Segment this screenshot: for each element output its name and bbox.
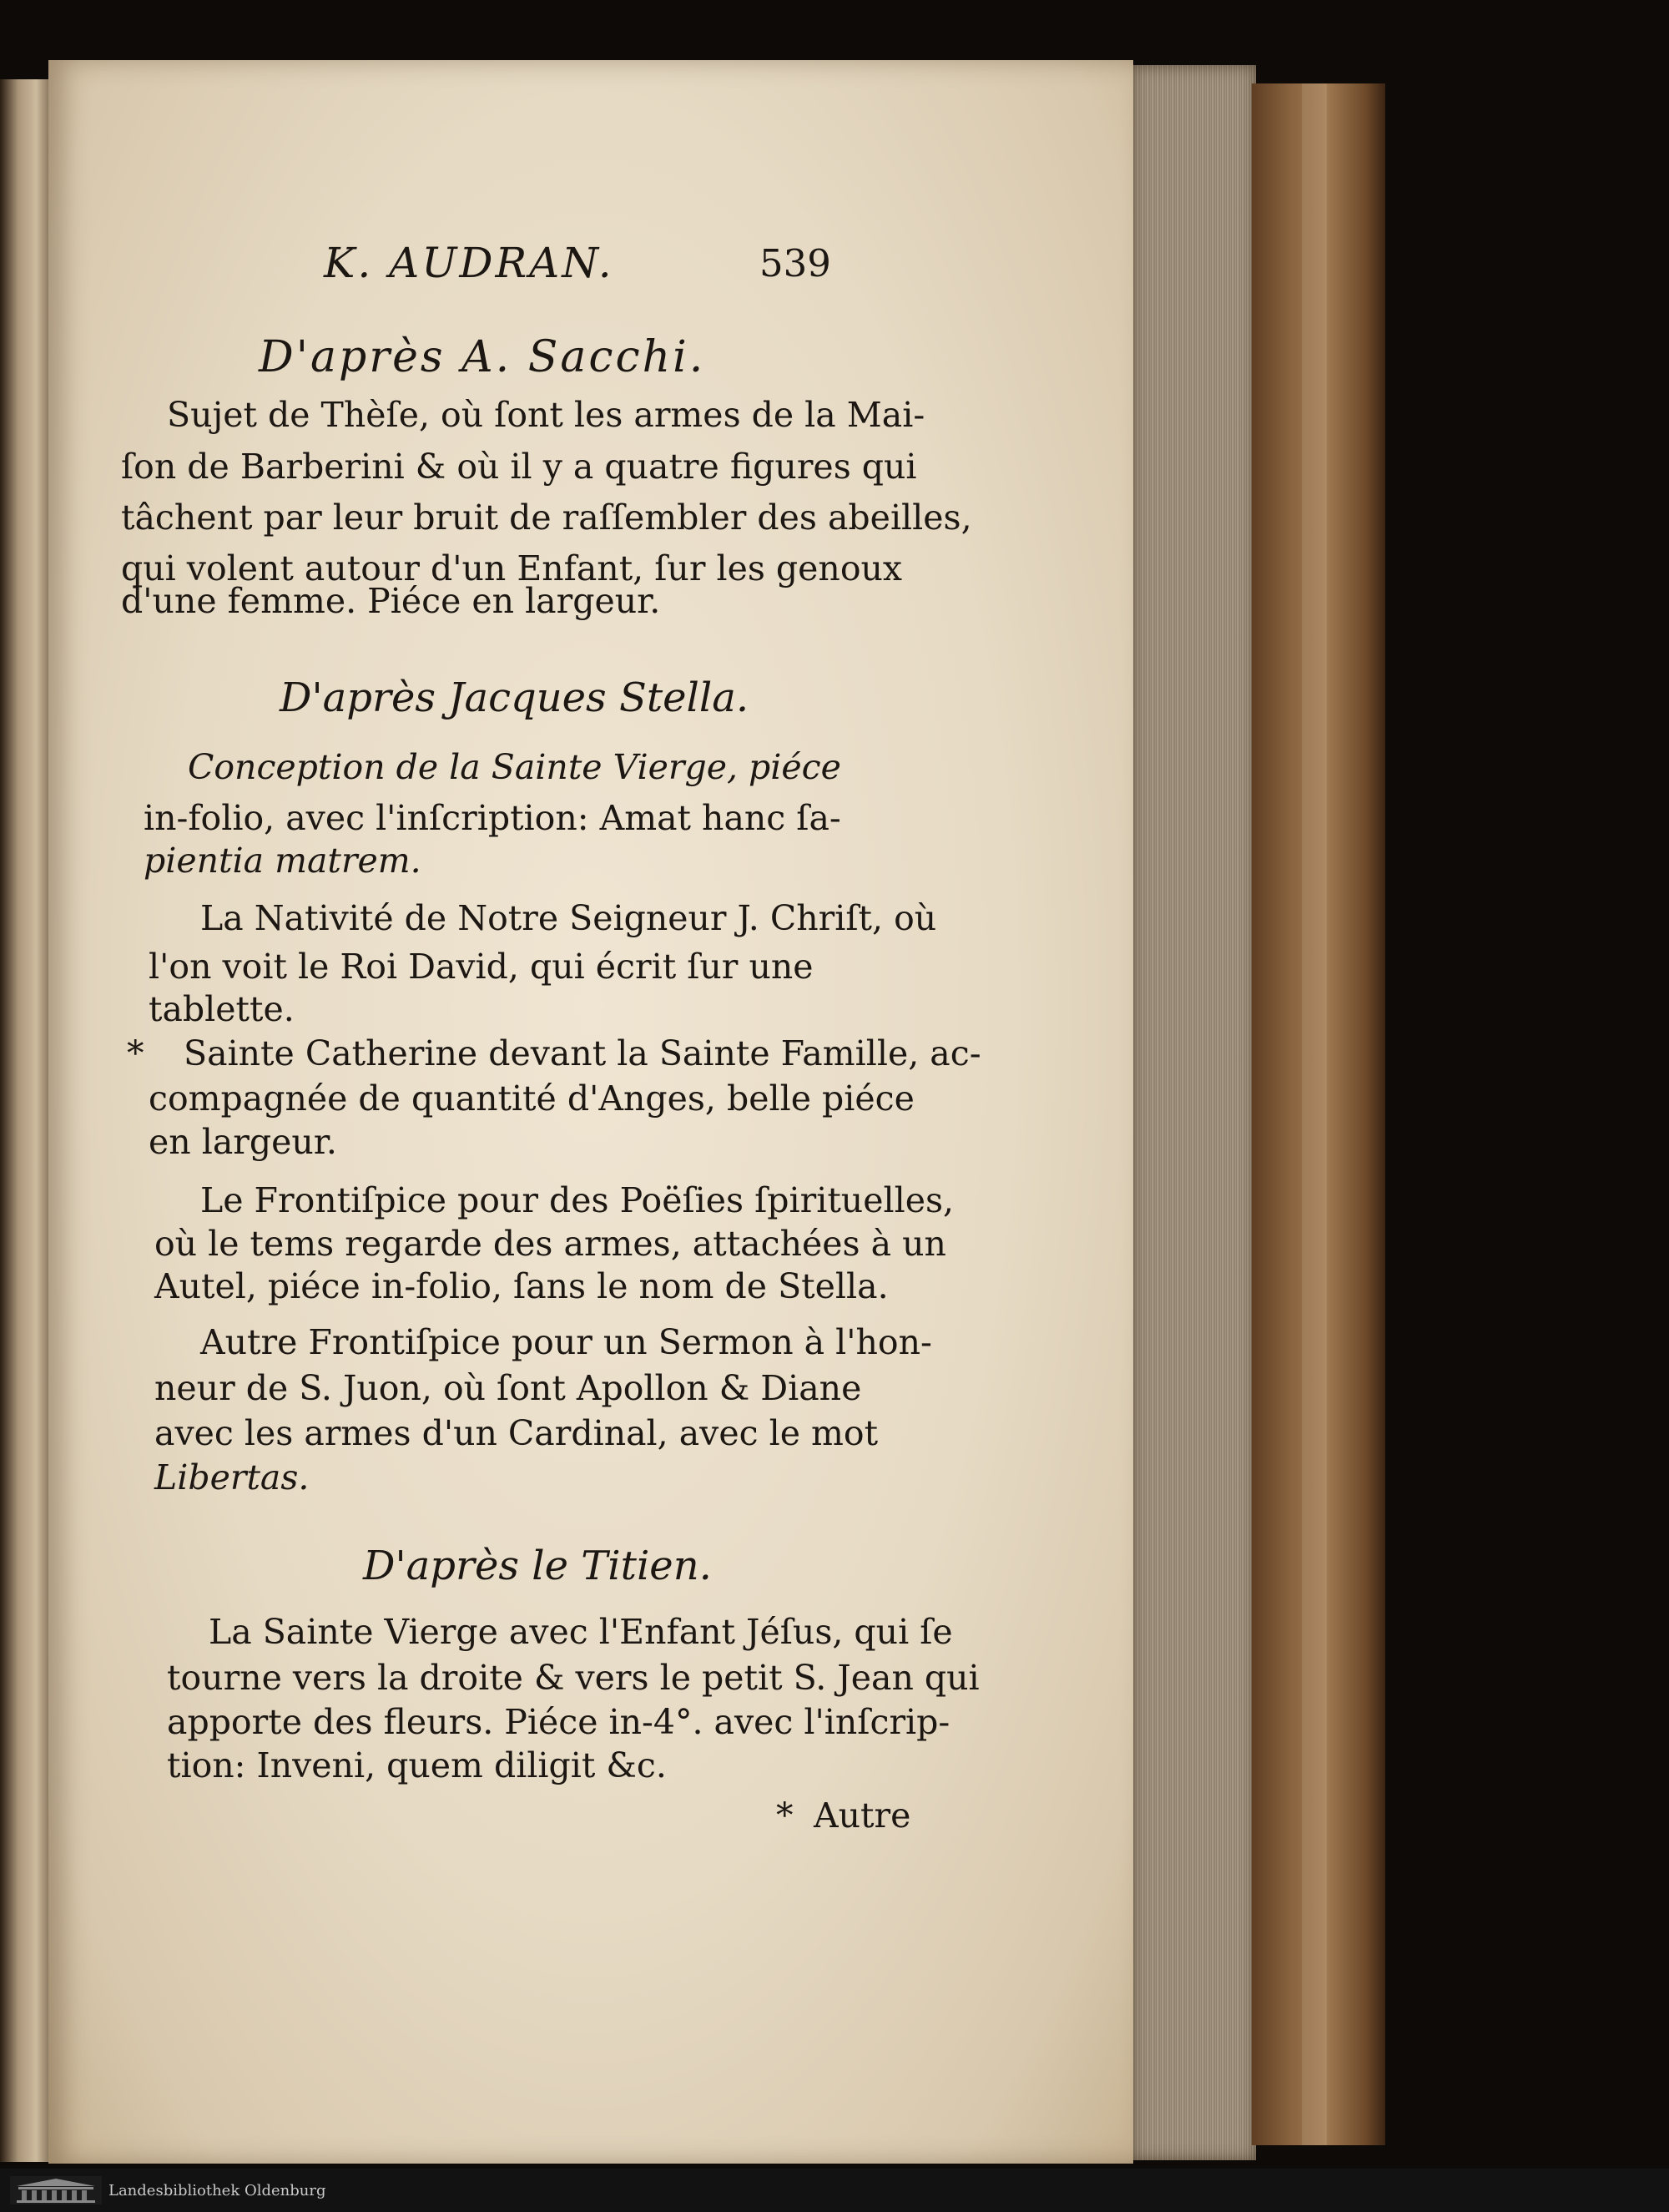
- text-line: avec les armes d'un Cardinal, avec le mot: [154, 1413, 879, 1453]
- catchword: Autre: [814, 1795, 911, 1836]
- text-line: in-folio, avec l'inſcription: Amat hanc ſa-: [144, 798, 841, 838]
- text-line: tablette.: [149, 989, 295, 1029]
- text-line: neur de S. Juon, où ſont Apollon & Diane: [154, 1368, 862, 1408]
- text-line: compagnée de quantité d'Anges, belle piéce: [149, 1078, 915, 1119]
- text-line: où le tems regarde des armes, attachées à un: [154, 1224, 946, 1264]
- text-line: Sujet de Thèſe, où ſont les armes de la Mai-: [167, 395, 925, 435]
- section-heading: D'après A. Sacchi.: [259, 332, 706, 382]
- text-line: ſon de Barberini & où il y a quatre figures qui: [121, 447, 917, 487]
- text-line: La Nativité de Notre Seigneur J. Chriſt, où: [200, 898, 937, 938]
- catchword-marker: *: [776, 1795, 794, 1836]
- text-line: Sainte Catherine devant la Sainte Famille, ac-: [184, 1033, 981, 1073]
- text-line: apporte des fleurs. Piéce in-4°. avec l'inſcrip-: [167, 1702, 950, 1742]
- text-line: La Sainte Vierge avec l'Enfant Jéſus, qui ſe: [209, 1612, 953, 1652]
- entry-marker: *: [127, 1033, 144, 1073]
- text-line: d'une femme. Piéce en largeur.: [121, 581, 661, 621]
- text-line: Conception de la Sainte Vierge, piéce: [188, 747, 841, 787]
- running-head-title: K. AUDRAN.: [324, 239, 614, 287]
- text-line: tion: Inveni, quem diligit &c.: [167, 1745, 667, 1785]
- page-edges: [1131, 65, 1256, 2160]
- text-line: Autel, piéce in-folio, ſans le nom de Stella.: [154, 1266, 889, 1306]
- left-page-edge: [0, 79, 52, 2162]
- page-number: 539: [759, 241, 831, 285]
- text-line: tourne vers la droite & vers le petit S. Jean qui: [167, 1658, 980, 1698]
- text-line: Autre Frontiſpice pour un Sermon à l'hon-: [200, 1322, 932, 1362]
- text-line: en largeur.: [149, 1122, 337, 1162]
- text-line: Le Frontiſpice pour des Poëſies ſpirituelles,: [200, 1180, 955, 1220]
- text-line: l'on voit le Roi David, qui écrit ſur une: [149, 947, 814, 987]
- section-heading: D'après Jacques Stella.: [280, 674, 749, 721]
- text-line: pientia matrem.: [144, 841, 421, 881]
- library-building-icon: [10, 2176, 102, 2204]
- text-line: tâchent par leur bruit de raſſembler des abeilles,: [121, 497, 972, 538]
- section-heading: D'après le Titien.: [363, 1543, 712, 1589]
- text-line: qui volent autour d'un Enfant, ſur les genoux: [121, 548, 903, 588]
- text-line: Libertas.: [154, 1457, 310, 1497]
- footer-label: Landesbibliothek Oldenburg: [108, 2182, 326, 2199]
